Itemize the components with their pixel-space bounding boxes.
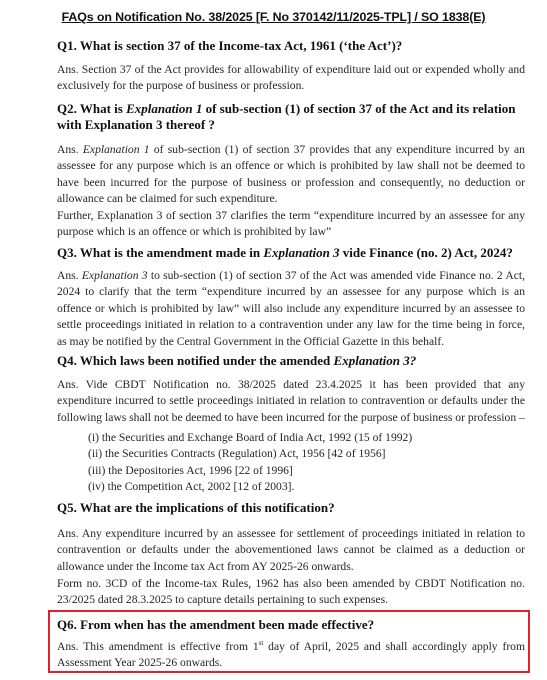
q5-question: Q5. What are the implications of this notification? bbox=[57, 500, 335, 515]
q1-question: Q1. What is section 37 of the Income-tax Act, 1961 (‘the Act’)? bbox=[57, 38, 403, 53]
document-title: FAQs on Notification No. 38/2025 [F. No 370142/11/2025-TPL] / SO 1838(E) bbox=[61, 10, 486, 24]
q5-answer: Ans. Any expenditure incurred by an assessee for settlement of proceedings initiated in relation to contravention or defaults under the abovementioned laws cannot be claimed as a deduction or allowance under the Income tax Act from AY 2025-26 onwards. bbox=[57, 527, 525, 573]
q3-answer: Ans. Explanation 3 to sub-section (1) of section 37 of the Act was amended vide Finance no. 2 Act, 2024 to clarify that the term “expenditure incurred by an assessee for any purpose which is an offence or which is prohibited by law” will also include any expenditure incurred by an assessee to settle proceedings initiated in relation to a contravention under any law for the time being in force, as may be notified by the Central Government in the Official Gazette in this behalf. bbox=[57, 269, 525, 348]
q2-answer-further: Further, Explanation 3 of section 37 clarifies the term “expenditure incurred by an assessee for any purpose which is an offence or which is prohibited by law” bbox=[57, 209, 525, 239]
q6-question: Q6. From when has the amendment been made effective? bbox=[57, 617, 375, 632]
q6-answer: Ans. This amendment is effective from 1st day of April, 2025 and shall accordingly apply from Assessment Year 2025-26 onwards. bbox=[57, 639, 525, 670]
q2-answer: Ans. Explanation 1 of sub-section (1) of section 37 provides that any expenditure incurred by an assessee for any purpose which is an offence or which is prohibited by law shall not be deemed to have been incurred for the purpose of business or profession and consequently, no deduction or allowance can be claimed for such expenditure. bbox=[57, 143, 525, 206]
q1-answer: Ans. Section 37 of the Act provides for allowability of expenditure laid out or expended wholly and exclusively for the purpose of business or profession. bbox=[57, 63, 525, 93]
law-item: (ii) the Securities Contracts (Regulation) Act, 1956 [42 of 1956] bbox=[88, 447, 386, 461]
q4-question: Q4. Which laws been notified under the amended Explanation 3? bbox=[57, 353, 417, 368]
law-item: (i) the Securities and Exchange Board of India Act, 1992 (15 of 1992) bbox=[88, 431, 413, 444]
notified-laws-list bbox=[88, 430, 412, 496]
q4-answer: Ans. Vide CBDT Notification no. 38/2025 dated 23.4.2025 it has been provided that any expenditure incurred to settle proceedings initiated in relation to contravention or defaults under the following laws shall not be deemed to have been incurred for the purpose of business or profession – bbox=[57, 378, 525, 424]
law-item: (iv) the Competition Act, 2002 [12 of 2003]. bbox=[88, 480, 295, 494]
q5-answer-form: Form no. 3CD of the Income-tax Rules, 1962 has also been amended by CBDT Notification no. 23/2025 dated 28.3.2025 to capture details pertaining to such expenses. bbox=[57, 577, 525, 607]
q2-question: Q2. What is Explanation 1 of sub-section (1) of section 37 of the Act and its relation with Explanation 3 thereof ? bbox=[57, 101, 516, 132]
q3-question: Q3. What is the amendment made in Explanation 3 vide Finance (no. 2) Act, 2024? bbox=[57, 245, 513, 260]
law-item: (iii) the Depositories Act, 1996 [22 of 1996] bbox=[88, 463, 293, 477]
